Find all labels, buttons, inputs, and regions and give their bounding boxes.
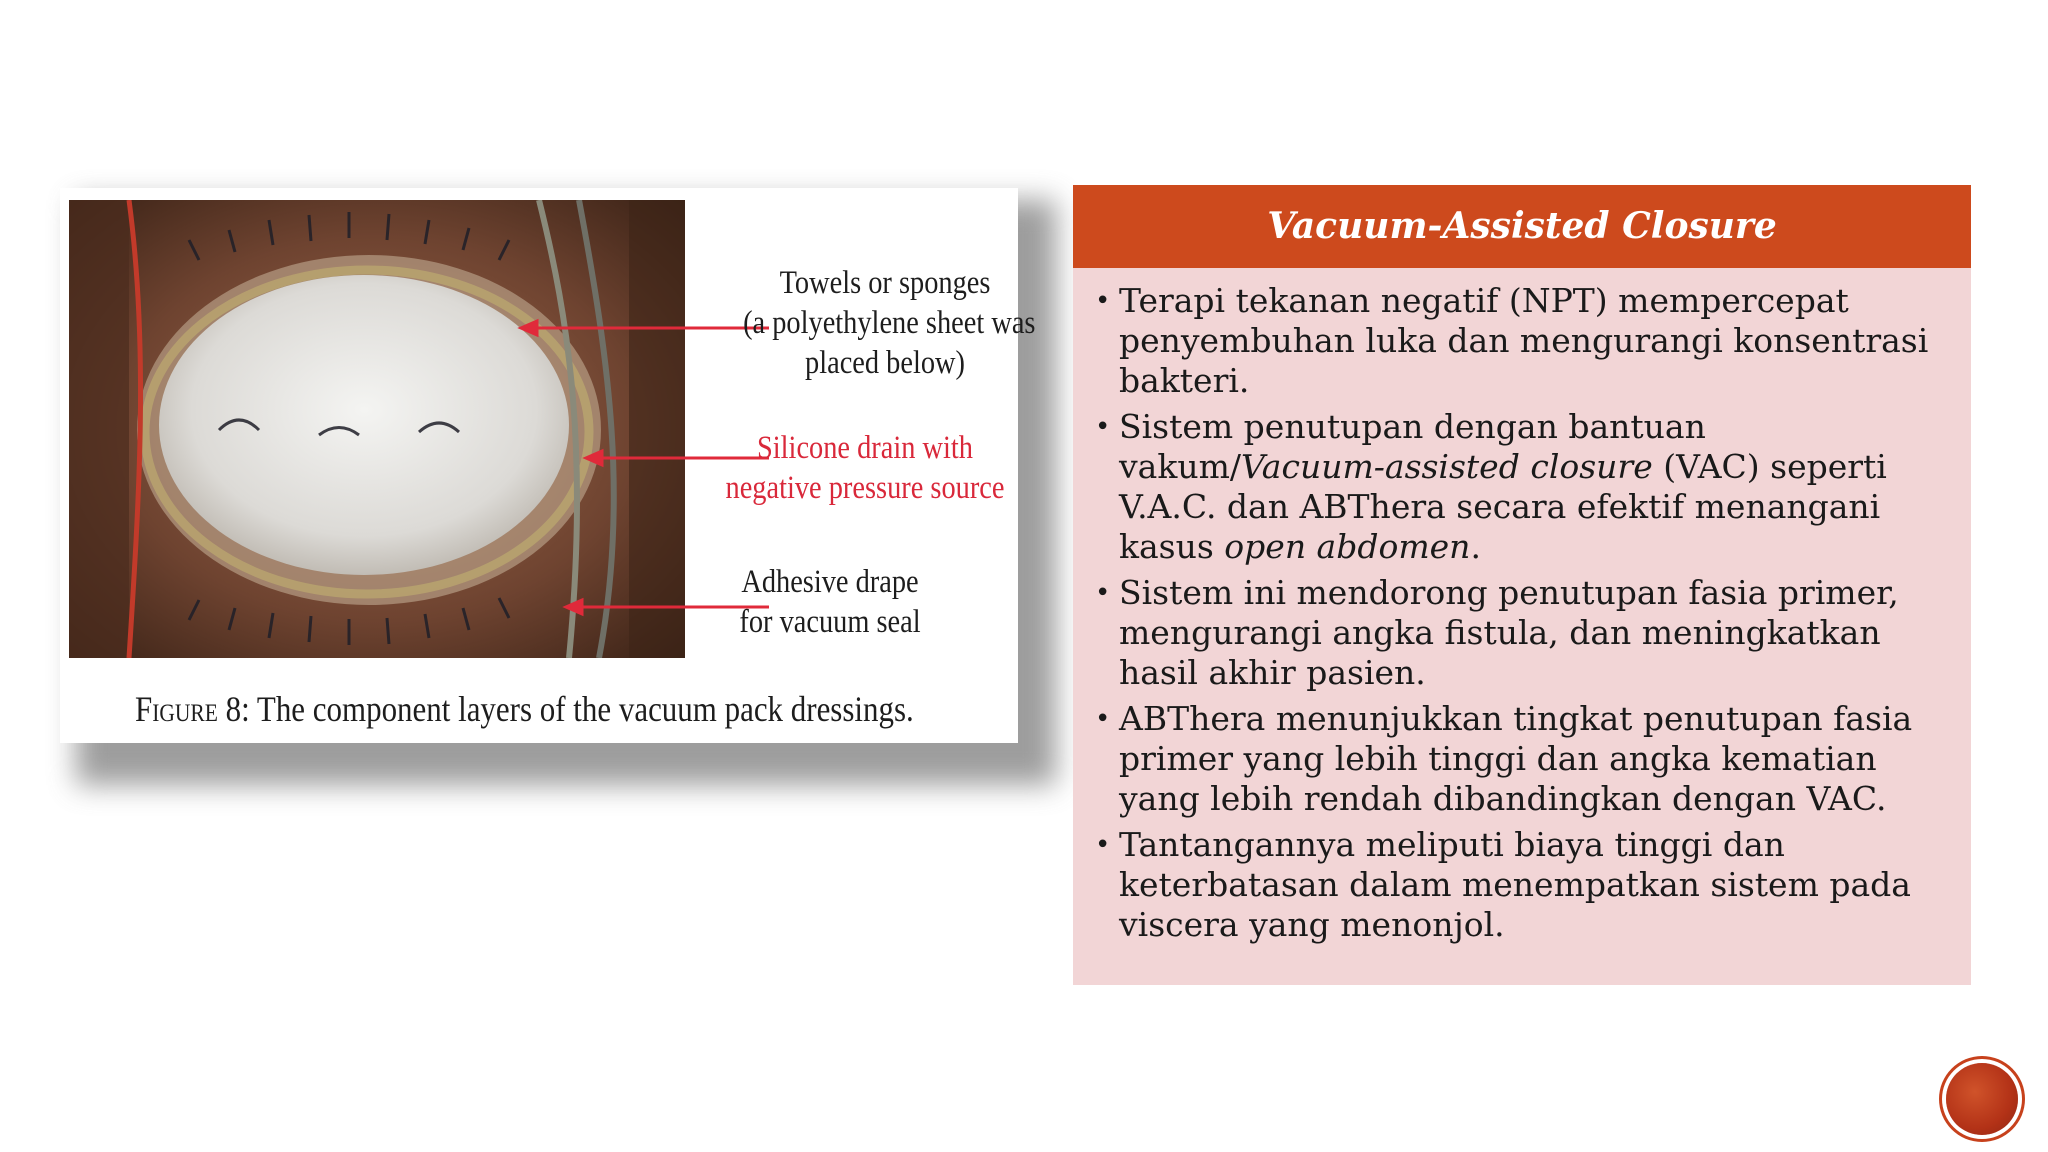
panel-title: Vacuum-Assisted Closure [1073,185,1971,268]
bullet-dot-icon: • [1095,412,1111,442]
bullet-dot-icon: • [1095,830,1111,860]
bullet-item: • Terapi tekanan negatif (NPT) mempercepat penyembuhan luka dan mengurangi konsentrasi bakteri. [1095,281,1929,400]
adhesive-label: Adhesive drape for vacuum seal [739,564,921,640]
bullet-list [1095,281,1965,951]
surgical-wound-photo-graphic [69,200,685,658]
bullet-dot-icon: • [1095,704,1111,734]
towels-label: Towels or sponges (a polyethylene sheet was placed below) [743,265,1036,381]
figure-card [60,188,1036,743]
bullet-item: • Sistem penutupan dengan bantuan vakum/Vacuum-assisted closure (VAC) seperti V.A.C. dan ABThera secara efektif menangani kasus open abdomen. [1095,407,1887,566]
italic-term: Vacuum-assisted closure [1240,447,1653,486]
bullet-dot-icon: • [1095,286,1111,316]
decorative-circle-icon [1946,1063,2018,1135]
bullet-item: • Sistem ini mendorong penutupan fasia primer, mengurangi angka fistula, dan meningkatkan hasil akhir pasien. [1095,573,1899,692]
silicone-label: Silicone drain with negative pressure source [725,430,1005,506]
figure-caption-text: : The component layers of the vacuum pack dressings. [241,689,914,729]
surgical-wound-photo [69,200,685,658]
figure-caption-prefix: Figure 8 [135,689,242,729]
bullet-dot-icon: • [1095,578,1111,608]
italic-term: open abdomen [1224,527,1471,566]
bullet-item: • Tantangannya meliputi biaya tinggi dan keterbatasan dalam menempatkan sistem pada viscera yang menonjol. [1095,825,1911,944]
vac-info-panel [1073,185,1971,985]
bullet-item: • ABThera menunjukkan tingkat penutupan fasia primer yang lebih tinggi dan angka kematian yang lebih rendah dibandingkan dengan VAC. [1095,699,1913,818]
figure-caption [135,688,914,730]
